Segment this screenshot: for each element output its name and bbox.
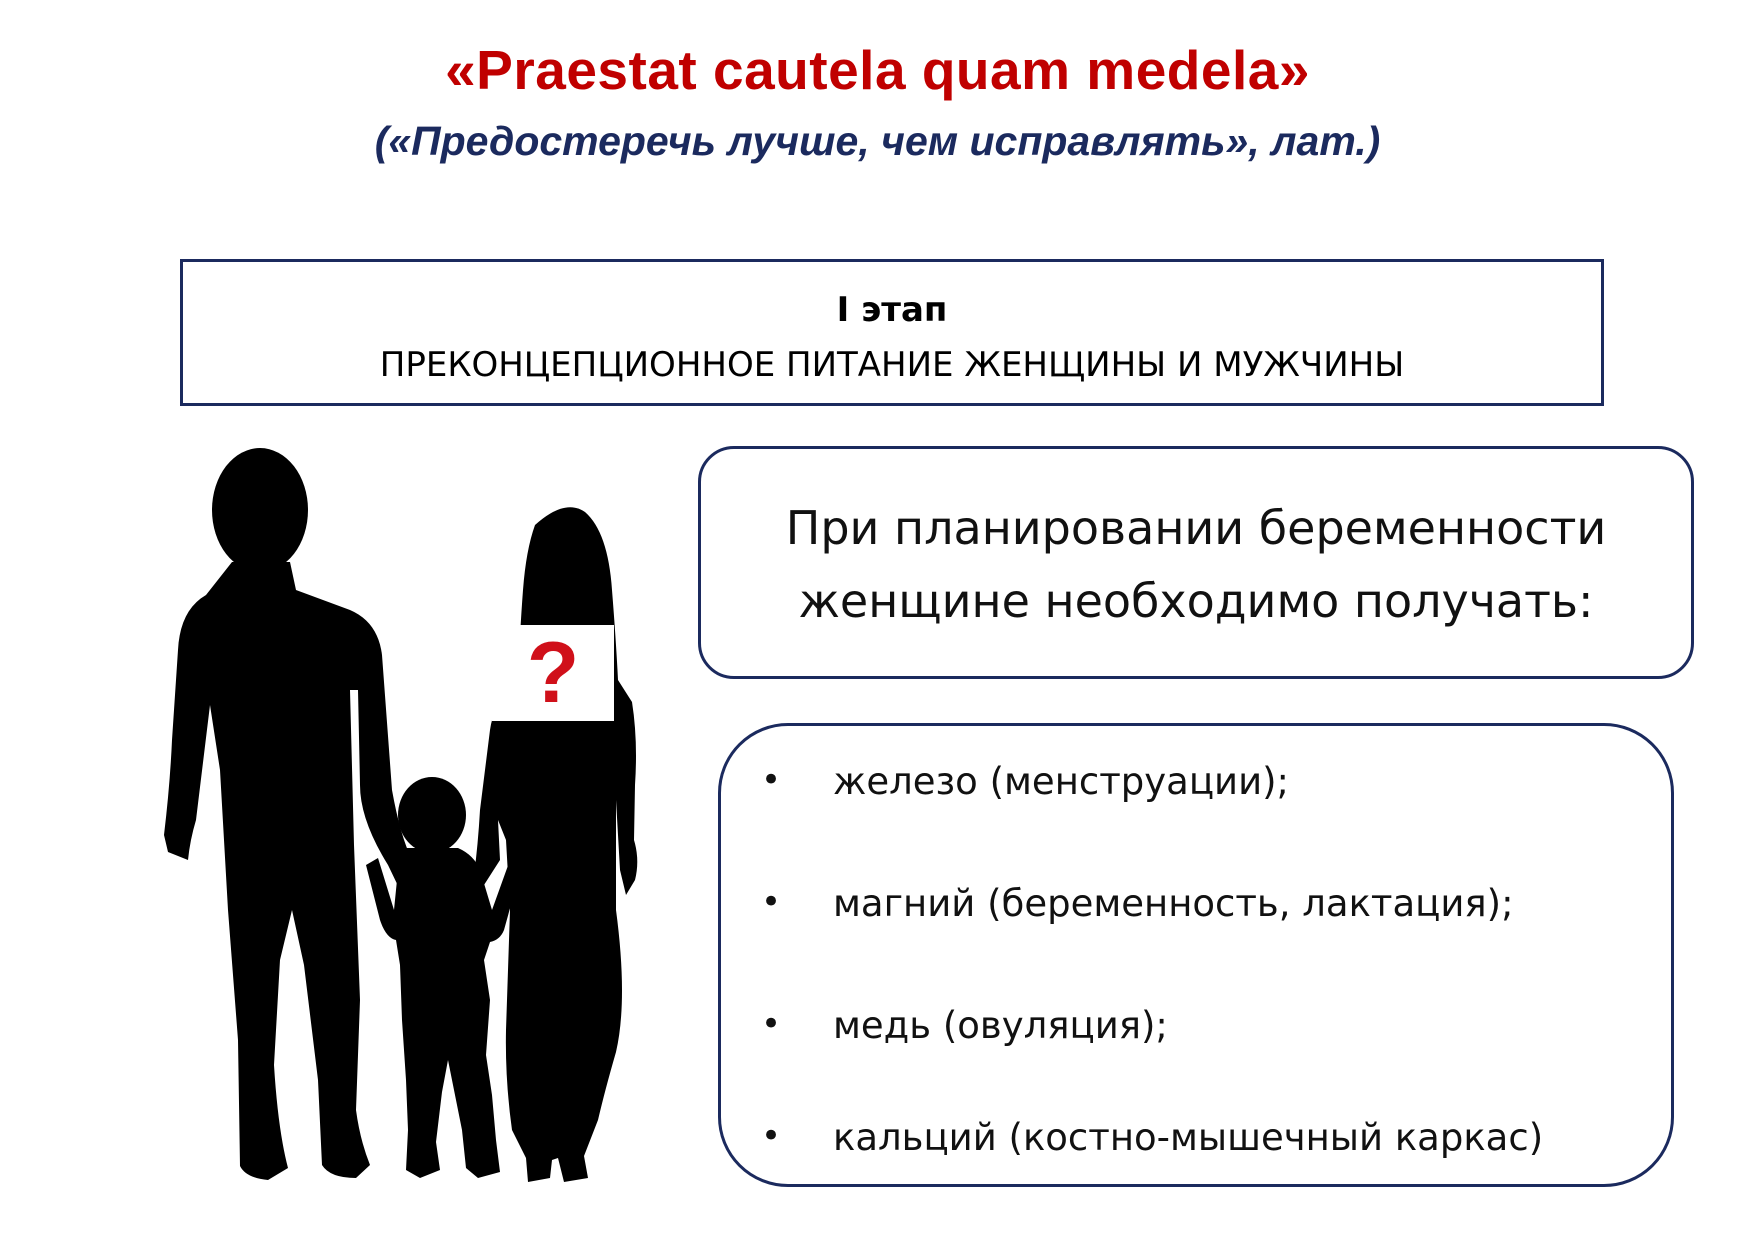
slide-title: «Praestat cautela quam medela»	[445, 39, 1310, 101]
family-silhouette-icon	[60, 440, 640, 1210]
list-item-text: медь (овуляция);	[833, 1004, 1168, 1047]
list-item	[721, 1004, 1671, 1054]
list-item-text: магний (беременность, лактация);	[833, 882, 1514, 925]
bullet-icon: •	[761, 882, 782, 922]
planning-box	[698, 446, 1694, 679]
planning-line-1: При планировании беременности	[785, 501, 1607, 555]
slide-subtitle: («Предостеречь лучше, чем исправлять», лат.)	[374, 118, 1381, 164]
stage-title: ПРЕКОНЦЕПЦИОННОЕ ПИТАНИЕ ЖЕНЩИНЫ И МУЖЧИНЫ	[379, 345, 1405, 385]
woman-silhouette-icon	[474, 507, 637, 1182]
man-silhouette-icon	[164, 448, 430, 1180]
list-item	[721, 760, 1671, 810]
bullet-icon: •	[761, 760, 782, 800]
nutrients-list	[718, 723, 1674, 1187]
bullet-icon: •	[761, 1004, 782, 1044]
bullet-icon: •	[761, 1116, 782, 1156]
list-item	[721, 882, 1671, 932]
question-mark-icon: ?	[526, 625, 580, 721]
list-item-text: кальций (костно-мышечный каркас)	[833, 1116, 1544, 1159]
list-item	[721, 1116, 1671, 1166]
planning-line-2: женщине необходимо получать:	[798, 574, 1594, 628]
list-item-text: железо (менструации);	[833, 760, 1290, 803]
stage-box	[180, 259, 1604, 406]
stage-number: I этап	[836, 290, 948, 330]
